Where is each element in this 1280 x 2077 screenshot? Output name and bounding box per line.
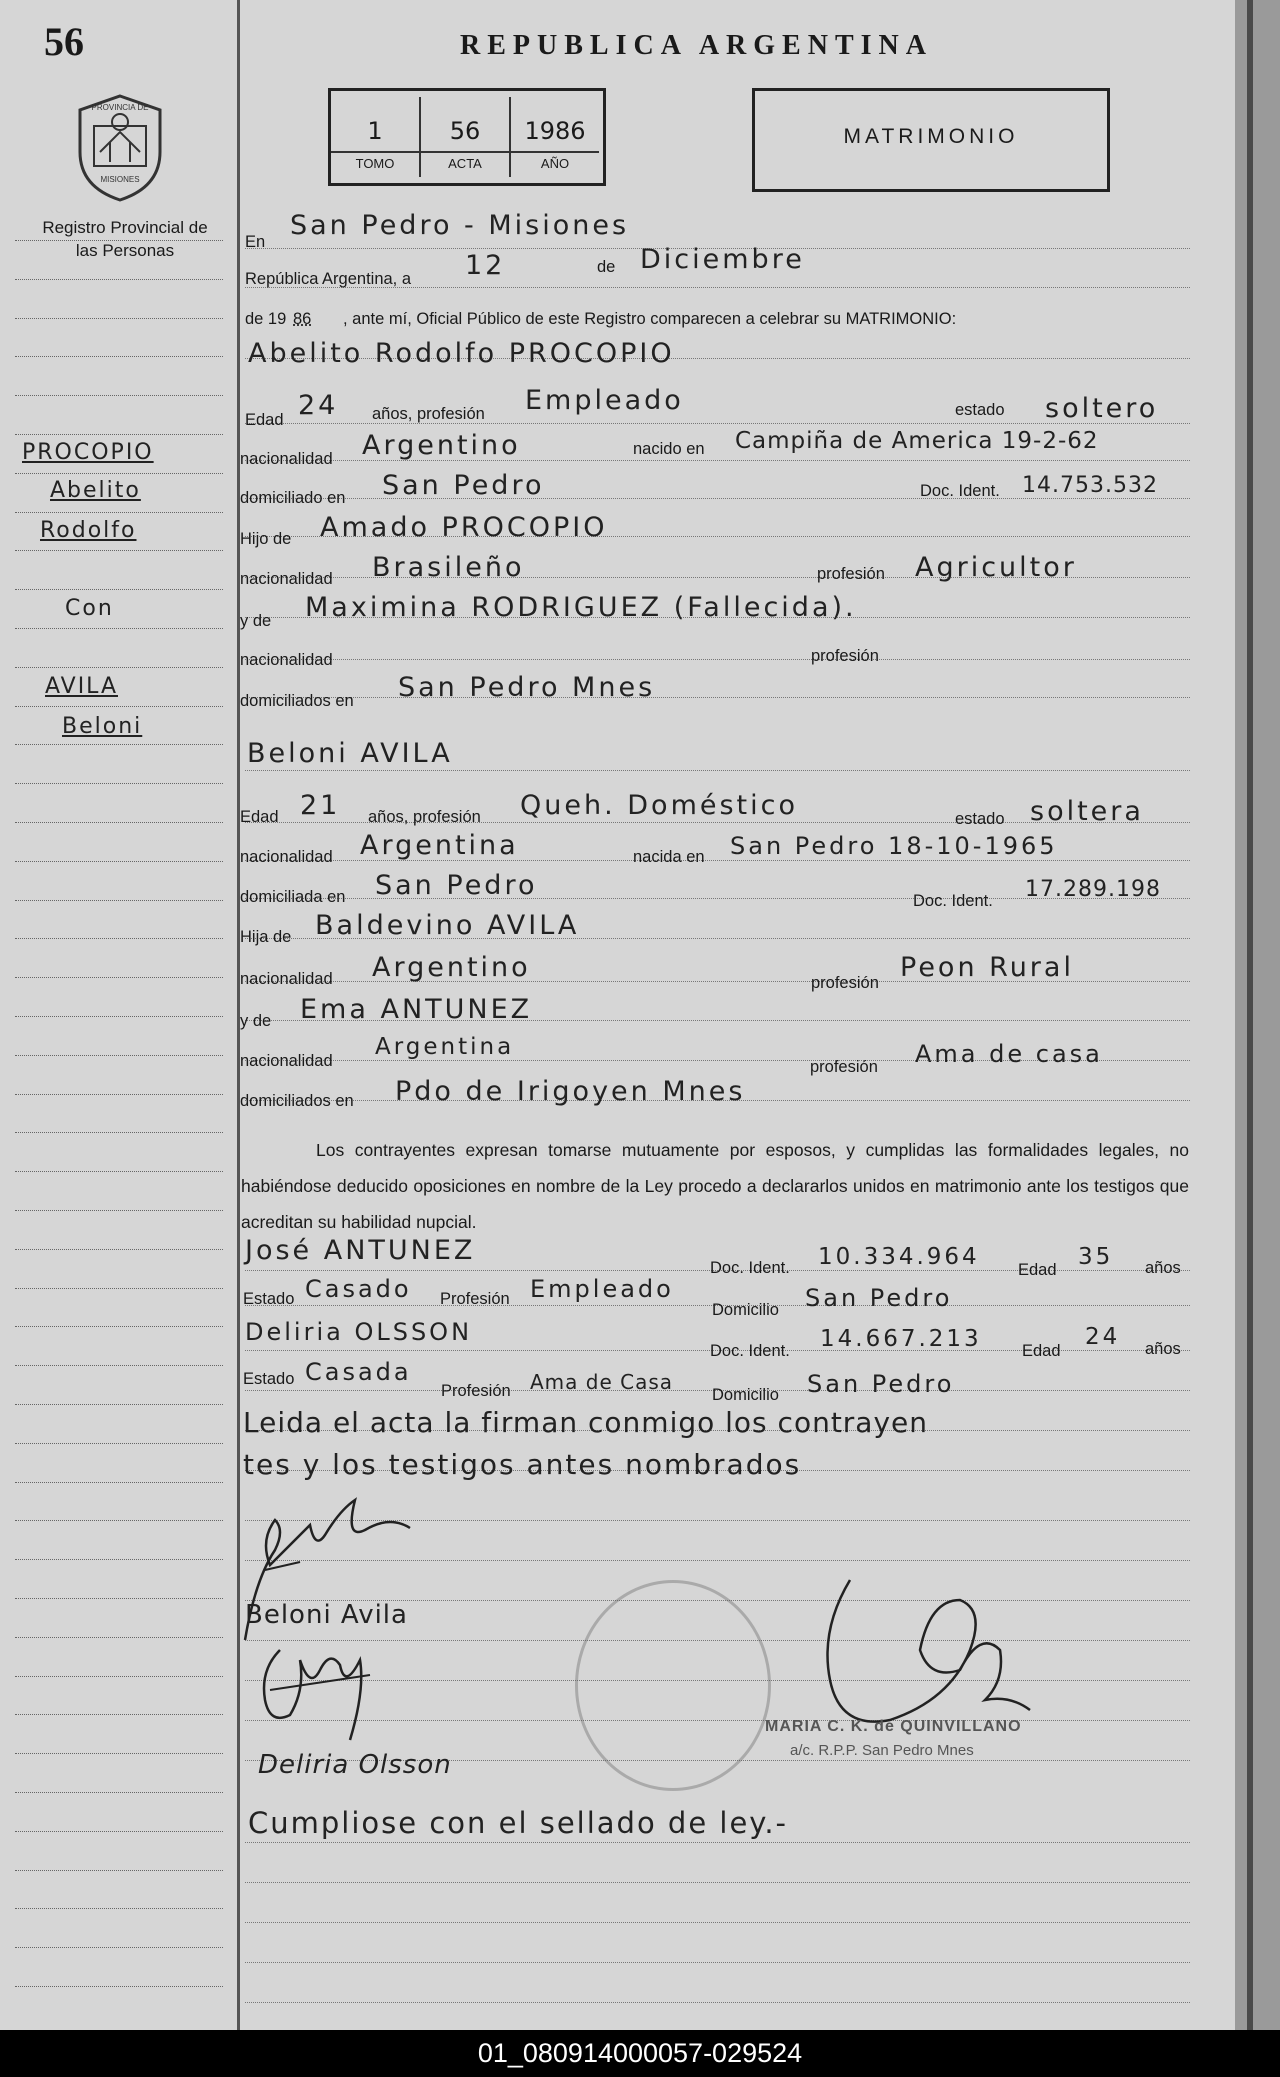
margin-rule	[15, 473, 223, 474]
witness2-doc: 14.667.213	[820, 1326, 982, 1352]
witness2-signature: Deliria Olsson	[258, 1750, 452, 1780]
tomo-cell	[331, 97, 421, 177]
emblem-top-text: PROVINCIA DE	[91, 103, 149, 112]
groom-mother-nac-label: nacionalidad	[240, 651, 333, 669]
witness1-domicilio: San Pedro	[805, 1284, 953, 1312]
act-type: MATRIMONIO	[843, 125, 1019, 148]
fill-line	[245, 697, 1190, 698]
margin-rule	[15, 1055, 223, 1056]
margin-rule	[15, 822, 223, 823]
witness1-signature-icon	[250, 1630, 390, 1750]
year-prefix: de 19	[245, 310, 287, 328]
margin-rule	[15, 938, 223, 939]
margin-rule	[15, 1637, 223, 1638]
groom-father-prof: Agricultor	[915, 552, 1077, 583]
groom-parents-dom: San Pedro Mnes	[398, 672, 656, 703]
book-edge	[1235, 0, 1280, 2030]
margin-rule	[15, 783, 223, 784]
bride-mother: Ema ANTUNEZ	[300, 994, 533, 1025]
bride-mother-nac: Argentina	[375, 1034, 515, 1060]
bride-father-nac-label: nacionalidad	[240, 970, 333, 988]
margin-rule	[15, 1831, 223, 1832]
margin-rule	[15, 589, 223, 590]
bride-doc-label: Doc. Ident.	[913, 892, 993, 910]
margin-rule	[15, 1016, 223, 1017]
bride-father: Baldevino AVILA	[315, 910, 580, 941]
groom-father-nac-label: nacionalidad	[240, 570, 333, 588]
groom-hijo-label: Hijo de	[240, 530, 292, 548]
official-stamp-name: MARIA C. K. de QUINVILLANO	[765, 1718, 1022, 1735]
margin-rule	[15, 744, 223, 745]
anio-cell	[511, 97, 599, 177]
witness1-doc-label: Doc. Ident.	[710, 1259, 790, 1277]
margin-rule	[15, 1986, 223, 1987]
bride-signature: Beloni Avila	[245, 1600, 408, 1630]
margin-surname: PROCOPIO	[22, 440, 154, 465]
intro-text: , ante mí, Oficial Público de este Registro comparecen a celebrar su MATRIMONIO:	[343, 310, 957, 328]
margin-rule	[15, 1482, 223, 1483]
bride-domicilio: San Pedro	[375, 870, 538, 901]
groom-mother-label: y de	[240, 612, 272, 630]
bride-father-prof: Peon Rural	[900, 952, 1074, 983]
groom-mother-prof-label: profesión	[811, 647, 879, 665]
groom-anos-prof-label: años, profesión	[372, 405, 485, 423]
bride-father-nac: Argentino	[372, 952, 531, 983]
book-edge-shadow	[1247, 0, 1253, 2030]
witness2-prof-label: Profesión	[441, 1382, 511, 1400]
margin-rule	[15, 318, 223, 319]
year-value: 86	[293, 310, 312, 328]
margin-connector: Con	[65, 596, 114, 621]
en-label: En	[245, 233, 266, 251]
groom-father-prof-label: profesión	[817, 565, 885, 583]
groom-parents-dom-label: domiciliados en	[240, 692, 354, 710]
groom-birthplace: Campiña de America 19-2-62	[735, 428, 1099, 454]
anio-label: AÑO	[511, 151, 599, 171]
margin-rule	[15, 1210, 223, 1211]
margin-rule	[15, 279, 223, 280]
official-stamp-office: a/c. R.P.P. San Pedro Mnes	[790, 1742, 974, 1759]
bride-mother-nac-label: nacionalidad	[240, 1052, 333, 1070]
day-value: 12	[465, 250, 506, 281]
declaration-paragraph	[241, 1132, 1189, 1240]
margin-given-name: Abelito	[50, 478, 141, 503]
witness1-estado: Casado	[305, 1275, 412, 1303]
witness2-edad-label: Edad	[1022, 1342, 1061, 1360]
de-label: de	[597, 258, 616, 276]
place-value: San Pedro - Misiones	[290, 210, 630, 241]
image-caption: 01_080914000057-029524	[0, 2030, 1280, 2077]
act-type-box	[752, 88, 1110, 192]
witness1-anos: años	[1145, 1259, 1181, 1277]
acta-value: 56	[449, 117, 481, 145]
margin-rule	[15, 1559, 223, 1560]
margin-rule	[15, 1443, 223, 1444]
witness1-doc: 10.334.964	[818, 1244, 980, 1270]
witness1-dom-label: Domicilio	[712, 1301, 779, 1319]
witness1-prof-label: Profesión	[440, 1290, 510, 1308]
fill-line	[245, 770, 1190, 771]
bride-parents-dom-label: domiciliados en	[240, 1092, 354, 1110]
groom-profesion: Empleado	[525, 385, 684, 416]
margin-rule	[15, 1947, 223, 1948]
margin-rule	[15, 900, 223, 901]
witness2-dom-label: Domicilio	[712, 1386, 779, 1404]
bride-profesion: Queh. Doméstico	[520, 790, 798, 821]
witness2-edad: 24	[1085, 1324, 1121, 1350]
acta-label: ACTA	[421, 151, 509, 171]
anio-value: 1986	[524, 117, 586, 145]
groom-father: Amado PROCOPIO	[320, 512, 608, 543]
margin-rule	[15, 1792, 223, 1793]
fill-line	[245, 1842, 1190, 1843]
margin-bride-surname: AVILA	[45, 674, 118, 699]
bride-nacionalidad: Argentina	[360, 830, 519, 861]
fill-line	[245, 2002, 1190, 2003]
registry-seal-icon	[575, 1580, 771, 1791]
bride-parents-dom: Pdo de Irigoyen Mnes	[395, 1076, 746, 1107]
margin-rule	[15, 1598, 223, 1599]
witness1-edad: 35	[1078, 1244, 1114, 1270]
declaration-text: Los contrayentes expresan tomarse mutuamente por esposos, y cumplidas las formalidades legales, no habiéndose deducido oposiciones en nombre de la Ley procedo a declararlos unidos en matrimonio ante los testigos que acreditan su habilidad nupcial.	[241, 1140, 1189, 1232]
witness2-estado-label: Estado	[243, 1370, 295, 1388]
bride-doc: 17.289.198	[1025, 877, 1161, 902]
margin-rule	[15, 1714, 223, 1715]
bride-edad: 21	[300, 790, 341, 821]
margin-rule	[15, 512, 223, 513]
bride-estado: soltera	[1030, 796, 1144, 827]
bride-mother-prof: Ama de casa	[915, 1040, 1103, 1068]
acta-cell	[421, 97, 511, 177]
groom-father-nac: Brasileño	[372, 552, 525, 583]
margin-rule	[15, 861, 223, 862]
margin-rule	[15, 356, 223, 357]
fill-line	[245, 1882, 1190, 1883]
groom-estado: soltero	[1045, 393, 1159, 424]
republica-label: República Argentina, a	[245, 270, 412, 288]
margin-rule	[15, 1249, 223, 1250]
margin-rule	[15, 1288, 223, 1289]
margin-rule	[15, 667, 223, 668]
witness2-name: Deliria OLSSON	[245, 1318, 473, 1346]
registry-name: Registro Provincial de las Personas	[42, 218, 208, 260]
tomo-value: 1	[367, 117, 383, 145]
groom-edad-label: Edad	[245, 411, 284, 429]
margin-rule	[15, 977, 223, 978]
bride-dom-label: domiciliada en	[240, 888, 346, 906]
margin-rule	[15, 706, 223, 707]
witness2-anos: años	[1145, 1340, 1181, 1358]
bride-nac-label: nacionalidad	[240, 848, 333, 866]
margin-rule	[15, 1404, 223, 1405]
margin-second-name: Rodolfo	[40, 518, 137, 543]
groom-nac-label: nacionalidad	[240, 450, 333, 468]
margin-rule	[15, 1520, 223, 1521]
bride-name: Beloni AVILA	[247, 738, 453, 769]
witness1-estado-label: Estado	[243, 1290, 295, 1308]
groom-dom-label: domiciliado en	[240, 489, 346, 507]
bride-edad-label: Edad	[240, 808, 279, 826]
witness1-profesion: Empleado	[530, 1275, 674, 1303]
groom-doc: 14.753.532	[1022, 473, 1158, 498]
bride-birthplace: San Pedro 18-10-1965	[730, 832, 1058, 860]
margin-rule	[15, 1326, 223, 1327]
record-number-box	[328, 88, 606, 186]
margin-rule	[15, 434, 223, 435]
bride-estado-label: estado	[955, 810, 1005, 828]
groom-name: Abelito Rodolfo PROCOPIO	[248, 338, 675, 369]
margin-rule	[15, 1094, 223, 1095]
witness1-edad-label: Edad	[1018, 1261, 1057, 1279]
margin-bride-name: Beloni	[62, 714, 143, 739]
bride-nacida-label: nacida en	[633, 848, 705, 866]
margin-rule	[15, 395, 223, 396]
margin-rule	[15, 1908, 223, 1909]
page-number: 56	[44, 19, 84, 64]
groom-nacionalidad: Argentino	[362, 430, 521, 461]
bride-anos-prof-label: años, profesión	[368, 808, 481, 826]
groom-edad: 24	[298, 390, 339, 421]
groom-nacido-label: nacido en	[633, 440, 705, 458]
witness1-name: José ANTUNEZ	[245, 1235, 476, 1266]
groom-estado-label: estado	[955, 401, 1005, 419]
emblem-bottom-text: MISIONES	[100, 175, 140, 184]
margin-rule	[15, 1171, 223, 1172]
month-value: Diciembre	[640, 244, 805, 275]
margin-rule	[15, 1132, 223, 1133]
margin-rule	[15, 628, 223, 629]
bride-mother-prof-label: profesión	[810, 1058, 878, 1076]
province-emblem-icon	[70, 92, 170, 204]
fill-line	[245, 659, 1190, 660]
margin-rule	[15, 550, 223, 551]
bride-hija-label: Hija de	[240, 928, 292, 946]
final-note: Cumpliose con el sellado de ley.-	[248, 1806, 788, 1840]
country-title: REPUBLICA ARGENTINA	[460, 30, 933, 61]
bride-father-prof-label: profesión	[811, 974, 879, 992]
groom-mother: Maximina RODRIGUEZ (Fallecida).	[305, 592, 857, 623]
closing-line-1: Leida el acta la firman conmigo los contrayen	[243, 1406, 929, 1439]
margin-rule	[15, 1753, 223, 1754]
groom-doc-label: Doc. Ident.	[920, 482, 1000, 500]
witness2-estado: Casada	[305, 1358, 412, 1386]
groom-domicilio: San Pedro	[382, 470, 545, 501]
fill-line	[245, 1962, 1190, 1963]
margin-rule	[15, 1676, 223, 1677]
bride-mother-label: y de	[240, 1012, 272, 1030]
margin-rule	[15, 1365, 223, 1366]
fill-line	[245, 1922, 1190, 1923]
closing-line-2: tes y los testigos antes nombrados	[243, 1448, 802, 1481]
witness2-profesion: Ama de Casa	[530, 1370, 674, 1394]
margin-rule	[15, 1870, 223, 1871]
witness2-doc-label: Doc. Ident.	[710, 1342, 790, 1360]
witness2-domicilio: San Pedro	[807, 1370, 955, 1398]
tomo-label: TOMO	[331, 151, 419, 171]
